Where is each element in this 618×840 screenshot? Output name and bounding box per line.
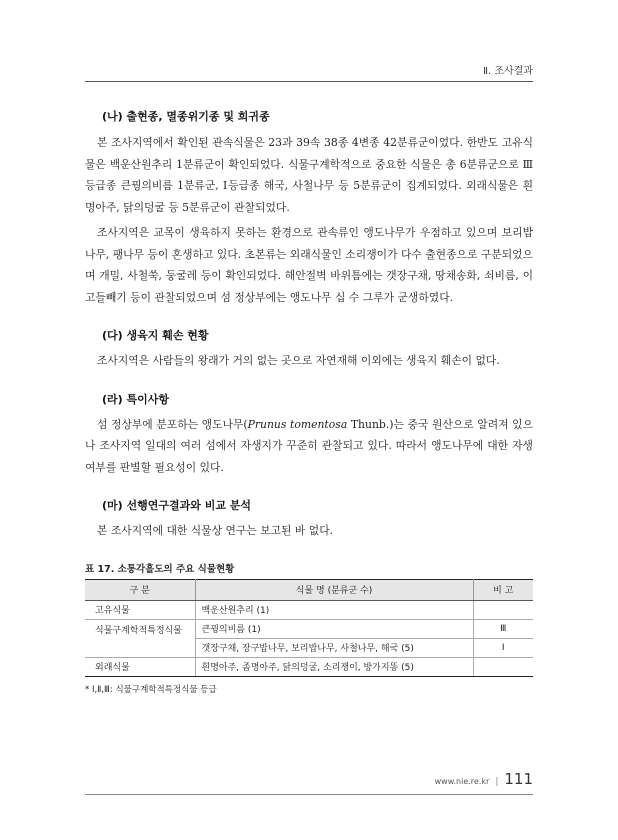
section-special-notes <box>85 391 533 479</box>
plants-cell: 흰명아주, 좀명아주, 닭의덩굴, 소리쟁이, 방가지똥 (5) <box>195 657 473 676</box>
note-cell: Ⅲ <box>473 619 533 638</box>
plants-cell: 큰꿩의비름 (1) <box>195 619 473 638</box>
running-header: Ⅱ. 조사결과 <box>483 66 533 77</box>
section-heading: (라) 특이사항 <box>102 392 170 406</box>
column-header: 구 분 <box>85 579 195 600</box>
footer-rule <box>85 794 533 795</box>
note-cell <box>473 600 533 619</box>
table-row <box>85 600 533 619</box>
table-footnote: * Ⅰ,Ⅱ,Ⅲ: 식물구계학적특정식물 등급 <box>85 684 217 695</box>
page-content <box>85 108 533 695</box>
header-rule <box>85 81 533 82</box>
table-header-row <box>85 579 533 600</box>
section-prior-research <box>85 497 533 542</box>
plants-cell: 갯장구채, 장구밥나무, 보리밥나무, 사철나무, 해국 (5) <box>195 638 473 657</box>
text-span: 섬 정상부에 분포하는 앵도나무( <box>97 417 248 431</box>
column-header: 비 고 <box>473 579 533 600</box>
body-paragraph: 조사지역은 사람들의 왕래가 거의 없는 곳으로 자연재해 이외에는 생육지 훼손이 없다. <box>97 354 500 367</box>
category-cell: 고유식물 <box>85 600 195 619</box>
section-heading: (나) 출현종, 멸종위기종 및 희귀종 <box>102 110 270 123</box>
table-row <box>85 619 533 638</box>
page-number: 111 <box>504 770 533 788</box>
category-cell: 식물구계학적특정식물 <box>85 619 195 657</box>
footer-separator: | <box>495 777 499 787</box>
note-cell <box>473 657 533 676</box>
body-paragraph <box>85 414 533 479</box>
body-paragraph: 본 조사지역에서 확인된 관속식물은 23과 39속 38종 4변종 42분류군이었다. 한반도 고유식물은 백운산원추리 1분류군이 확인되었다. 식물구계학적으로 중요한 식물은 총 6분류군으로 Ⅲ등급종 큰꿩의비름 1분류군, Ⅰ등급종 해국, 사철나무 등 5분류군이 집계되었다. 외래식물은 흰명아주, 닭의덩굴 등 5분류군이 관찰되었다. <box>85 136 533 214</box>
plants-cell: 백운산원추리 (1) <box>195 600 473 619</box>
footer-url: www.nie.re.kr <box>434 777 490 786</box>
category-cell: 외래식물 <box>85 657 195 676</box>
plant-status-table <box>85 579 533 677</box>
column-header: 식물 명 (분류군 수) <box>195 579 473 600</box>
table-row <box>85 657 533 676</box>
text-span: Thunb.)는 중국 원산으로 알려져 있으나 조사지역 일대의 여러 섬에서 자생지가 꾸준히 관찰되고 있다. 따라서 앵도나무에 대한 자생여부를 판별할 필요성이 있다. <box>85 417 534 474</box>
table-title: 표 17. 소통각흘도의 주요 식물현황 <box>85 563 235 575</box>
section-habitat-damage <box>85 327 533 372</box>
scientific-name: Prunus tomentosa <box>247 417 348 431</box>
note-cell: Ⅰ <box>473 638 533 657</box>
section-heading: (다) 생육지 훼손 현황 <box>102 329 209 342</box>
body-paragraph: 본 조사지역에 대한 식물상 연구는 보고된 바 없다. <box>97 524 334 537</box>
page-footer <box>435 770 533 790</box>
body-paragraph: 조사지역은 교목이 생육하지 못하는 환경으로 관속류인 앵도나무가 우점하고 있으며 보리밥나무, 팽나무 등이 혼생하고 있다. 초본류는 외래식물인 소리쟁이가 다수 출현종으로 구분되었으며 개밀, 사철쑥, 둥굴레 등이 확인되었다. 해안절벽 바위틈에는 갯장구채, 땅채송화, 쇠비름, 이고들빼기 등이 관찰되었으며 섬 정상부에는 앵도나무 십 수 그루가 군생하였다. <box>85 226 533 304</box>
section-heading: (마) 선행연구결과와 비교 분석 <box>102 499 252 512</box>
section-occurrence <box>85 108 533 308</box>
